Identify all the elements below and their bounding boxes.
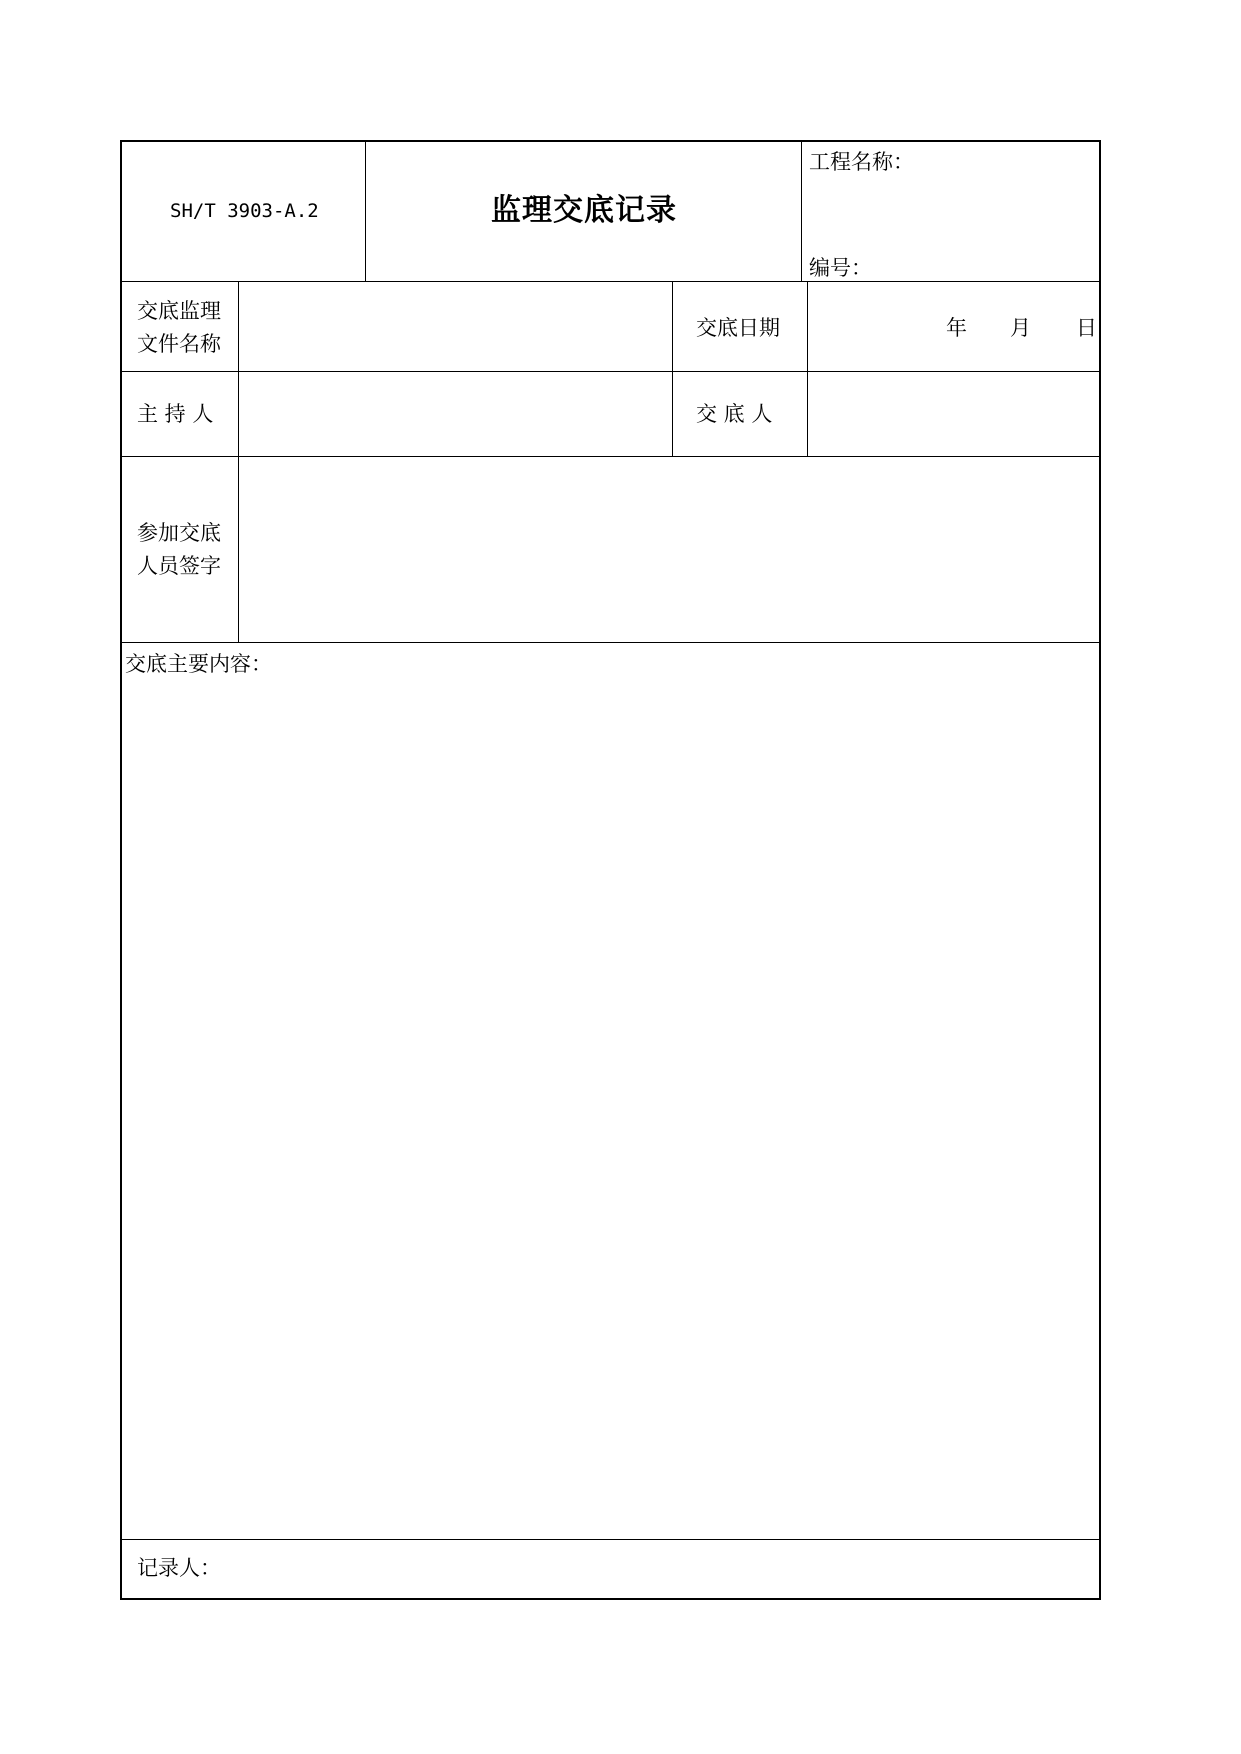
presenter-field[interactable] (808, 372, 1099, 456)
row3-bottom-rule (122, 642, 1099, 643)
document-name-field[interactable] (239, 282, 672, 371)
date-month-label: 月 (1010, 316, 1031, 340)
middle-column-divider-left (672, 281, 673, 457)
date-day-label: 日 (1076, 316, 1097, 340)
form-code: SH/T 3903-A.2 (170, 200, 319, 222)
document-name-label-line1: 交底监理 (137, 299, 221, 323)
date-year-label: 年 (946, 316, 967, 340)
supervision-briefing-record-form (120, 140, 1101, 1600)
attendees-label-line1: 参加交底 (137, 521, 221, 545)
content-label: 交底主要内容： (125, 652, 272, 676)
header-divider-1 (365, 142, 366, 282)
project-name-label: 工程名称： (809, 150, 914, 174)
recorder-label: 记录人： (137, 1556, 221, 1580)
document-name-label (137, 295, 221, 361)
host-field[interactable] (239, 372, 672, 456)
project-name-field[interactable] (802, 174, 1099, 242)
recorder-field[interactable] (222, 1540, 1099, 1598)
document-name-label-line2: 文件名称 (137, 332, 221, 356)
page-title: 监理交底记录 (491, 193, 677, 228)
attendees-label (137, 517, 221, 583)
date-label: 交底日期 (696, 316, 780, 340)
attendees-label-line2: 人员签字 (137, 554, 221, 578)
presenter-label: 交 底 人 (696, 402, 773, 426)
number-label: 编号： (809, 256, 872, 280)
attendees-signature-field[interactable] (239, 457, 1099, 642)
host-label: 主 持 人 (137, 402, 214, 426)
number-field[interactable] (882, 246, 1099, 280)
content-field[interactable] (122, 682, 1099, 1539)
